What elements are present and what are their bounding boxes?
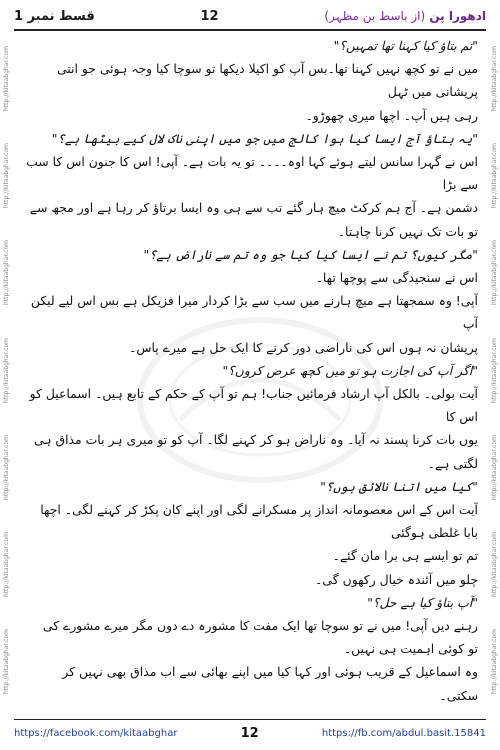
facebook-link-left[interactable]: https://facebook.com/kitaabghar	[14, 727, 178, 739]
novel-title: ادھورا پن	[429, 9, 486, 23]
footer-page-number: 12	[240, 725, 259, 741]
story-line: آیت اس کے اس معصومانہ انداز پر مسکرانے لگی اور اپنے کان پکڑ کر کہنے لگی۔ اچھا بابا غلطی ہوگئی	[40, 502, 478, 541]
side-url: http://kitaabghar.com	[490, 143, 498, 209]
story-line: پریشان نہ ہوں اس کی ناراضی دور کرنے کا ایک حل ہے میرے پاس۔	[129, 339, 478, 355]
side-url: http://kitaabghar.com	[2, 531, 10, 597]
story-text	[22, 34, 478, 706]
side-url: http://kitaabghar.com	[490, 434, 498, 500]
story-line: وہ اسماعیل کے قریب ہوئی اور کہا کیا میں اپنے بھائی سے اب مذاق بھی نہیں کر سکتی۔	[62, 664, 478, 703]
header-rule	[14, 29, 486, 31]
side-url: http://kitaabghar.com	[490, 337, 498, 403]
side-url: http://kitaabghar.com	[490, 531, 498, 597]
side-url: http://kitaabghar.com	[490, 240, 498, 306]
story-line: رہنے دیں آپی! میں نے تو سوچا تھا ایک مفت کا مشورہ دے دوں مگر میرے مشورے کی	[42, 618, 478, 634]
side-watermark-right	[488, 30, 500, 710]
page-footer	[14, 723, 486, 743]
story-line: تو کوئی اہمیت ہی نہیں۔	[343, 641, 478, 657]
side-url: http://kitaabghar.com	[2, 628, 10, 694]
side-url: http://kitaabghar.com	[2, 337, 10, 403]
story-line: میں نے تو کچھ نہیں کہنا تھا۔بس آپ کو اکیلا دیکھا تو سوچا کیا وجہ ہوئی جو انتی پریشانی میں ٹہل	[56, 61, 478, 100]
story-line: "اگر آپ کی اجازت ہو تو میں کچھ عرض کروں؟"	[222, 362, 478, 378]
page-header	[14, 4, 486, 28]
episode-number: قسط نمبر 1	[14, 8, 95, 24]
story-line: "تم بتاؤ کیا کہنا تھا تمہیں؟"	[333, 38, 478, 53]
side-watermark-left	[0, 30, 12, 710]
story-line: رہی ہیں آپ۔ اچھا میری چھوڑو۔	[305, 107, 478, 123]
side-url: http://kitaabghar.com	[490, 46, 498, 112]
story-line: "کیا میں اتنا نالائق ہوں؟"	[320, 478, 478, 494]
story-line: یوں بات کرنا پسند نہ آیا۔ وہ ناراض ہو کر کہنے لگا۔ آپ کو تو میری ہر بات مذاق ہی لگتی ہے۔	[33, 432, 478, 471]
story-line: دشمن ہے۔ آج ہم کرکٹ میچ ہار گئے تب سے ہی وہ ایسا برتاؤ کر رہا ہے اور مجھ سے تو بات تک نہیں کرنا چاہتا۔	[29, 200, 478, 239]
story-line: آیت بولی۔ بالکل آپ ارشاد فرمائیں جناب! ہم تو آپ کے حکم کے تابع ہیں۔ اسماعیل کو اس کا	[29, 386, 478, 425]
header-page-number: 12	[200, 8, 219, 24]
author-name: (از باسط بن مظہر)	[324, 9, 426, 23]
novel-title-block	[324, 9, 486, 23]
facebook-link-right[interactable]: https://fb.com/abdul.basit.15841	[321, 727, 486, 739]
side-url: http://kitaabghar.com	[2, 46, 10, 112]
side-url: http://kitaabghar.com	[2, 434, 10, 500]
story-line: تم تو ایسے ہی برا مان گئے۔	[332, 548, 478, 564]
story-line: آپی! وہ سمجھتا ہے میچ ہارنے میں سب سے بڑا کردار میرا فزیکل ہے بس اس لیے لیکن آپ	[30, 293, 478, 332]
story-line: "مگر کیوں؟ تم نے ایسا کیا کیا جو وہ تم سے ناراض ہے؟"	[143, 246, 478, 262]
footer-rule	[14, 719, 486, 720]
story-line: اس نے گہرا سانس لیتے ہوئے کہا اوہ۔۔۔۔ تو یہ بات ہے۔ آپی! اس کا جنون اس کا سب سے بڑا	[26, 154, 478, 193]
story-line: چلو میں آئندہ خیال رکھوں گی۔	[315, 571, 478, 587]
story-line: "آپ بتاؤ کیا ہے حل؟"	[367, 594, 478, 610]
side-url: http://kitaabghar.com	[490, 628, 498, 694]
side-url: http://kitaabghar.com	[2, 143, 10, 209]
story-line: اس نے سنجیدگی سے پوچھا تھا۔	[315, 270, 478, 286]
side-url: http://kitaabghar.com	[2, 240, 10, 306]
story-line: "یہ بتاؤ آج ایسا کیا ہوا کالج میں جو میں اپنی ناک لال کیے بیٹھا ہے؟"	[51, 130, 478, 146]
